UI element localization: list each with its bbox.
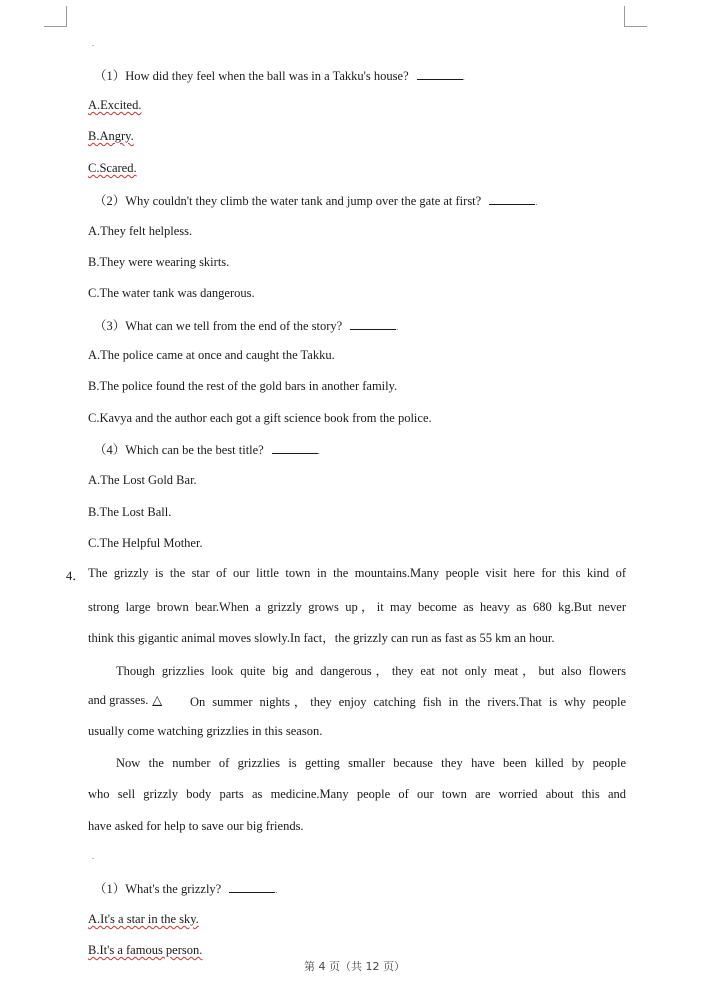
triangle-blank[interactable]: △: [152, 693, 163, 707]
answer-blank[interactable]: [489, 194, 535, 205]
option-4a: A.The Lost Gold Bar.: [88, 473, 197, 487]
paragraph-mark: .: [92, 38, 95, 48]
question-stem-3: （3）What can we tell from the end of the story? .: [94, 319, 399, 333]
option-1b: B.Angry.: [88, 129, 134, 143]
option-1c: C.Scared.: [88, 161, 137, 175]
paragraph-mark: .: [92, 851, 95, 861]
answer-blank[interactable]: [350, 319, 396, 330]
option-2a: A.They felt helpless.: [88, 224, 193, 238]
option-3a: A.The police came at once and caught the Takku.: [88, 348, 335, 362]
question-stem-4: （4）Which can be the best title? .: [94, 443, 320, 457]
option-2c: C.The water tank was dangerous.: [88, 286, 255, 300]
passage-line: Though grizzlies look quite big and dangerous，they eat not only meat，but also flowers: [116, 664, 626, 678]
passage-line: On summer nights，they enjoy catching fish in the rivers.That is why people: [190, 695, 626, 709]
question-stem-2: （2）Why couldn't they climb the water tank and jump over the gate at first? .: [94, 194, 538, 208]
passage-line: The grizzly is the star of our little town in the mountains.Many people visit here for this kind of: [88, 566, 626, 580]
question-stem-5: （1）What's the grizzly? .: [94, 882, 278, 896]
passage-line: Now the number of grizzlies is getting smaller because they have been killed by people: [116, 756, 626, 770]
option-1a: A.Excited.: [88, 98, 142, 112]
crop-mark-top-right: [624, 6, 647, 27]
option-5b: B.It's a famous person.: [88, 943, 203, 957]
passage-line: strong large brown bear.When a grizzly grows up，it may become as heavy as 680 kg.But never: [88, 600, 626, 614]
passage-line: and grasses. △: [88, 693, 163, 707]
option-2b: B.They were wearing skirts.: [88, 255, 230, 269]
page-footer: 第 4 页（共 12 页）: [304, 960, 405, 973]
passage-line: think this gigantic animal moves slowly.In fact，the grizzly can run as fast as 55 km an hour.: [88, 631, 555, 645]
option-3c: C.Kavya and the author each got a gift science book from the police.: [88, 411, 432, 425]
answer-blank[interactable]: [417, 69, 463, 80]
passage-line: have asked for help to save our big friends.: [88, 819, 304, 833]
option-4b: B.The Lost Ball.: [88, 505, 172, 519]
answer-blank[interactable]: [229, 882, 275, 893]
option-4c: C.The Helpful Mother.: [88, 536, 203, 550]
passage-number: 4．: [66, 569, 85, 583]
passage-line: who sell grizzly body parts as medicine.Many people of our town are worried about this and: [88, 787, 626, 801]
crop-mark-top-left: [44, 6, 67, 27]
answer-blank[interactable]: [272, 443, 318, 454]
passage-line: usually come watching grizzlies in this season.: [88, 724, 323, 738]
question-stem-1: （1）How did they feel when the ball was in a Takku's house? .: [94, 69, 465, 83]
option-3b: B.The police found the rest of the gold bars in another family.: [88, 379, 398, 393]
option-5a: A.It's a star in the sky.: [88, 912, 199, 926]
